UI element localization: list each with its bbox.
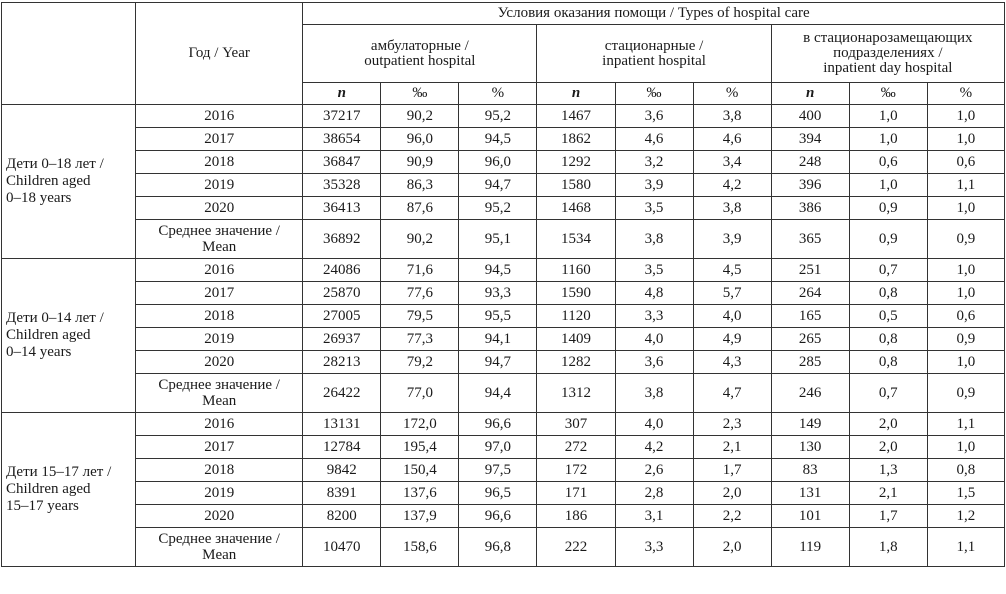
mean-value-cell: 4,7 [693,374,771,413]
mean-value-cell: 1534 [537,220,615,259]
table-row [2,505,1005,528]
value-cell: 0,8 [927,459,1004,482]
value-cell: 1,0 [927,436,1004,459]
value-cell: 9842 [303,459,381,482]
year-cell: 2020 [136,505,303,528]
value-cell: 96,5 [459,482,537,505]
value-cell: 1,3 [849,459,927,482]
mean-label-en: Mean [202,393,237,409]
mean-label-ru: Среднее значение / [158,223,280,239]
table-row [2,351,1005,374]
value-cell: 1409 [537,328,615,351]
mean-value-cell: 0,9 [927,220,1004,259]
value-cell: 3,8 [693,105,771,128]
value-cell: 1,0 [927,128,1004,151]
value-cell: 2,1 [693,436,771,459]
value-cell: 3,2 [615,151,693,174]
age-group-text: Children aged [6,173,91,189]
value-cell: 4,8 [615,282,693,305]
value-cell: 8391 [303,482,381,505]
hospital-care-table [1,2,1005,567]
value-cell: 149 [771,413,849,436]
value-cell: 1,0 [927,282,1004,305]
value-cell: 2,1 [849,482,927,505]
value-cell: 0,9 [849,197,927,220]
unit-header: % [927,83,1004,105]
value-cell: 36413 [303,197,381,220]
value-cell: 4,0 [615,413,693,436]
mean-row [2,528,1005,567]
mean-label-ru: Среднее значение / [158,531,280,547]
value-cell: 96,6 [459,505,537,528]
value-cell: 131 [771,482,849,505]
value-cell: 1120 [537,305,615,328]
value-cell: 1590 [537,282,615,305]
value-cell: 3,4 [693,151,771,174]
value-cell: 97,0 [459,436,537,459]
value-cell: 95,5 [459,305,537,328]
value-cell: 3,8 [693,197,771,220]
care-type-header [303,25,537,83]
year-cell: 2018 [136,151,303,174]
value-cell: 264 [771,282,849,305]
year-cell: 2016 [136,105,303,128]
value-cell: 285 [771,351,849,374]
value-cell: 1,0 [849,128,927,151]
mean-label-ru: Среднее значение / [158,377,280,393]
mean-value-cell: 10470 [303,528,381,567]
care-type-header [771,25,1004,83]
age-group-label [2,413,136,567]
value-cell: 4,2 [693,174,771,197]
value-cell: 272 [537,436,615,459]
mean-value-cell: 246 [771,374,849,413]
value-cell: 172,0 [381,413,459,436]
value-cell: 3,9 [615,174,693,197]
value-cell: 1,7 [849,505,927,528]
value-cell: 195,4 [381,436,459,459]
corner-cell [2,3,136,105]
unit-header: ‰ [381,83,459,105]
value-cell: 1,1 [927,174,1004,197]
value-cell: 0,8 [849,282,927,305]
value-cell: 87,6 [381,197,459,220]
unit-header: % [459,83,537,105]
age-group-text: 15–17 years [6,498,79,514]
value-cell: 137,9 [381,505,459,528]
value-cell: 94,7 [459,351,537,374]
value-cell: 86,3 [381,174,459,197]
unit-header: n [771,83,849,105]
value-cell: 1580 [537,174,615,197]
value-cell: 396 [771,174,849,197]
value-cell: 137,6 [381,482,459,505]
unit-header: n [303,83,381,105]
year-cell: 2018 [136,459,303,482]
unit-header: % [693,83,771,105]
table-row [2,105,1005,128]
value-cell: 3,6 [615,105,693,128]
care-type-label: outpatient hospital [364,52,476,69]
age-group-text: Children aged [6,327,91,343]
value-cell: 4,3 [693,351,771,374]
value-cell: 0,6 [927,305,1004,328]
table-row [2,413,1005,436]
year-cell: 2016 [136,413,303,436]
value-cell: 172 [537,459,615,482]
value-cell: 150,4 [381,459,459,482]
mean-value-cell: 0,9 [927,374,1004,413]
care-types-header: Условия оказания помощи / Types of hospital care [303,3,1005,25]
table-row [2,459,1005,482]
value-cell: 1282 [537,351,615,374]
value-cell: 1,5 [927,482,1004,505]
value-cell: 12784 [303,436,381,459]
mean-value-cell: 77,0 [381,374,459,413]
mean-value-cell: 94,4 [459,374,537,413]
care-type-label: в стационарозамещающих [803,30,973,46]
mean-value-cell: 90,2 [381,220,459,259]
care-type-label: амбулаторные / [370,37,469,54]
mean-label [136,528,303,567]
table-row [2,128,1005,151]
table-row [2,436,1005,459]
mean-value-cell: 1,1 [927,528,1004,567]
table-row [2,174,1005,197]
value-cell: 3,1 [615,505,693,528]
care-type-label: inpatient day hospital [823,60,953,76]
value-cell: 71,6 [381,259,459,282]
value-cell: 0,7 [849,259,927,282]
value-cell: 3,3 [615,305,693,328]
value-cell: 8200 [303,505,381,528]
mean-value-cell: 0,9 [849,220,927,259]
year-cell: 2016 [136,259,303,282]
care-type-label: inpatient hospital [602,52,706,69]
age-group-label [2,259,136,413]
value-cell: 36847 [303,151,381,174]
mean-value-cell: 95,1 [459,220,537,259]
age-group-text: Дети 0–18 лет / [6,156,104,172]
value-cell: 1,1 [927,413,1004,436]
year-cell: 2017 [136,436,303,459]
mean-value-cell: 3,3 [615,528,693,567]
value-cell: 1160 [537,259,615,282]
unit-header: ‰ [849,83,927,105]
mean-value-cell: 36892 [303,220,381,259]
mean-value-cell: 2,0 [693,528,771,567]
mean-row [2,374,1005,413]
mean-label-en: Mean [202,239,237,255]
value-cell: 4,9 [693,328,771,351]
value-cell: 4,6 [693,128,771,151]
value-cell: 28213 [303,351,381,374]
value-cell: 248 [771,151,849,174]
mean-value-cell: 1312 [537,374,615,413]
care-type-label: подразделениях / [833,45,943,61]
value-cell: 1,0 [849,174,927,197]
value-cell: 26937 [303,328,381,351]
value-cell: 400 [771,105,849,128]
value-cell: 265 [771,328,849,351]
table-row [2,151,1005,174]
year-cell: 2019 [136,328,303,351]
mean-value-cell: 96,8 [459,528,537,567]
value-cell: 1,0 [927,105,1004,128]
mean-value-cell: 26422 [303,374,381,413]
value-cell: 97,5 [459,459,537,482]
value-cell: 0,8 [849,351,927,374]
value-cell: 94,1 [459,328,537,351]
value-cell: 1,2 [927,505,1004,528]
mean-value-cell: 3,8 [615,220,693,259]
value-cell: 90,2 [381,105,459,128]
value-cell: 24086 [303,259,381,282]
year-cell: 2019 [136,482,303,505]
care-type-label: стационарные / [604,37,704,54]
value-cell: 79,5 [381,305,459,328]
value-cell: 1,0 [927,351,1004,374]
value-cell: 90,9 [381,151,459,174]
age-group-text: Дети 0–14 лет / [6,310,104,326]
value-cell: 38654 [303,128,381,151]
value-cell: 95,2 [459,197,537,220]
unit-header: ‰ [615,83,693,105]
value-cell: 95,2 [459,105,537,128]
value-cell: 2,2 [693,505,771,528]
value-cell: 0,6 [849,151,927,174]
mean-label [136,220,303,259]
value-cell: 25870 [303,282,381,305]
age-group-text: 0–18 years [6,190,72,206]
mean-value-cell: 1,8 [849,528,927,567]
age-group-text: Дети 15–17 лет / [6,464,112,480]
value-cell: 1,0 [927,197,1004,220]
mean-value-cell: 3,9 [693,220,771,259]
value-cell: 4,2 [615,436,693,459]
table-row [2,482,1005,505]
value-cell: 0,6 [927,151,1004,174]
mean-label-en: Mean [202,547,237,563]
mean-value-cell: 222 [537,528,615,567]
year-cell: 2020 [136,351,303,374]
mean-label [136,374,303,413]
table-header [2,3,1005,105]
value-cell: 307 [537,413,615,436]
value-cell: 251 [771,259,849,282]
mean-value-cell: 158,6 [381,528,459,567]
unit-header: n [537,83,615,105]
value-cell: 3,5 [615,197,693,220]
table-row [2,328,1005,351]
value-cell: 35328 [303,174,381,197]
value-cell: 2,3 [693,413,771,436]
value-cell: 2,0 [849,413,927,436]
mean-value-cell: 365 [771,220,849,259]
year-cell: 2018 [136,305,303,328]
mean-value-cell: 0,7 [849,374,927,413]
year-cell: 2020 [136,197,303,220]
value-cell: 77,3 [381,328,459,351]
value-cell: 0,8 [849,328,927,351]
year-cell: 2017 [136,128,303,151]
value-cell: 5,7 [693,282,771,305]
value-cell: 1862 [537,128,615,151]
table-row [2,305,1005,328]
value-cell: 94,5 [459,259,537,282]
table-row [2,282,1005,305]
value-cell: 1467 [537,105,615,128]
value-cell: 171 [537,482,615,505]
value-cell: 2,0 [693,482,771,505]
value-cell: 0,5 [849,305,927,328]
value-cell: 1468 [537,197,615,220]
value-cell: 96,0 [381,128,459,151]
value-cell: 1292 [537,151,615,174]
mean-value-cell: 119 [771,528,849,567]
value-cell: 96,0 [459,151,537,174]
value-cell: 79,2 [381,351,459,374]
mean-value-cell: 3,8 [615,374,693,413]
value-cell: 394 [771,128,849,151]
value-cell: 2,6 [615,459,693,482]
value-cell: 27005 [303,305,381,328]
value-cell: 0,9 [927,328,1004,351]
value-cell: 1,0 [927,259,1004,282]
value-cell: 4,0 [615,328,693,351]
mean-row [2,220,1005,259]
value-cell: 94,7 [459,174,537,197]
table-body [2,105,1005,567]
value-cell: 4,6 [615,128,693,151]
age-group-text: 0–14 years [6,344,72,360]
value-cell: 83 [771,459,849,482]
year-cell: 2019 [136,174,303,197]
value-cell: 386 [771,197,849,220]
year-header: Год / Year [136,3,303,105]
age-group-text: Children aged [6,481,91,497]
value-cell: 101 [771,505,849,528]
table-row [2,259,1005,282]
value-cell: 3,5 [615,259,693,282]
value-cell: 1,7 [693,459,771,482]
value-cell: 77,6 [381,282,459,305]
value-cell: 13131 [303,413,381,436]
value-cell: 4,5 [693,259,771,282]
value-cell: 165 [771,305,849,328]
value-cell: 37217 [303,105,381,128]
value-cell: 94,5 [459,128,537,151]
year-cell: 2017 [136,282,303,305]
value-cell: 2,0 [849,436,927,459]
value-cell: 2,8 [615,482,693,505]
value-cell: 96,6 [459,413,537,436]
value-cell: 93,3 [459,282,537,305]
value-cell: 186 [537,505,615,528]
age-group-label [2,105,136,259]
value-cell: 130 [771,436,849,459]
value-cell: 1,0 [849,105,927,128]
value-cell: 4,0 [693,305,771,328]
care-type-header [537,25,771,83]
value-cell: 3,6 [615,351,693,374]
table-row [2,197,1005,220]
